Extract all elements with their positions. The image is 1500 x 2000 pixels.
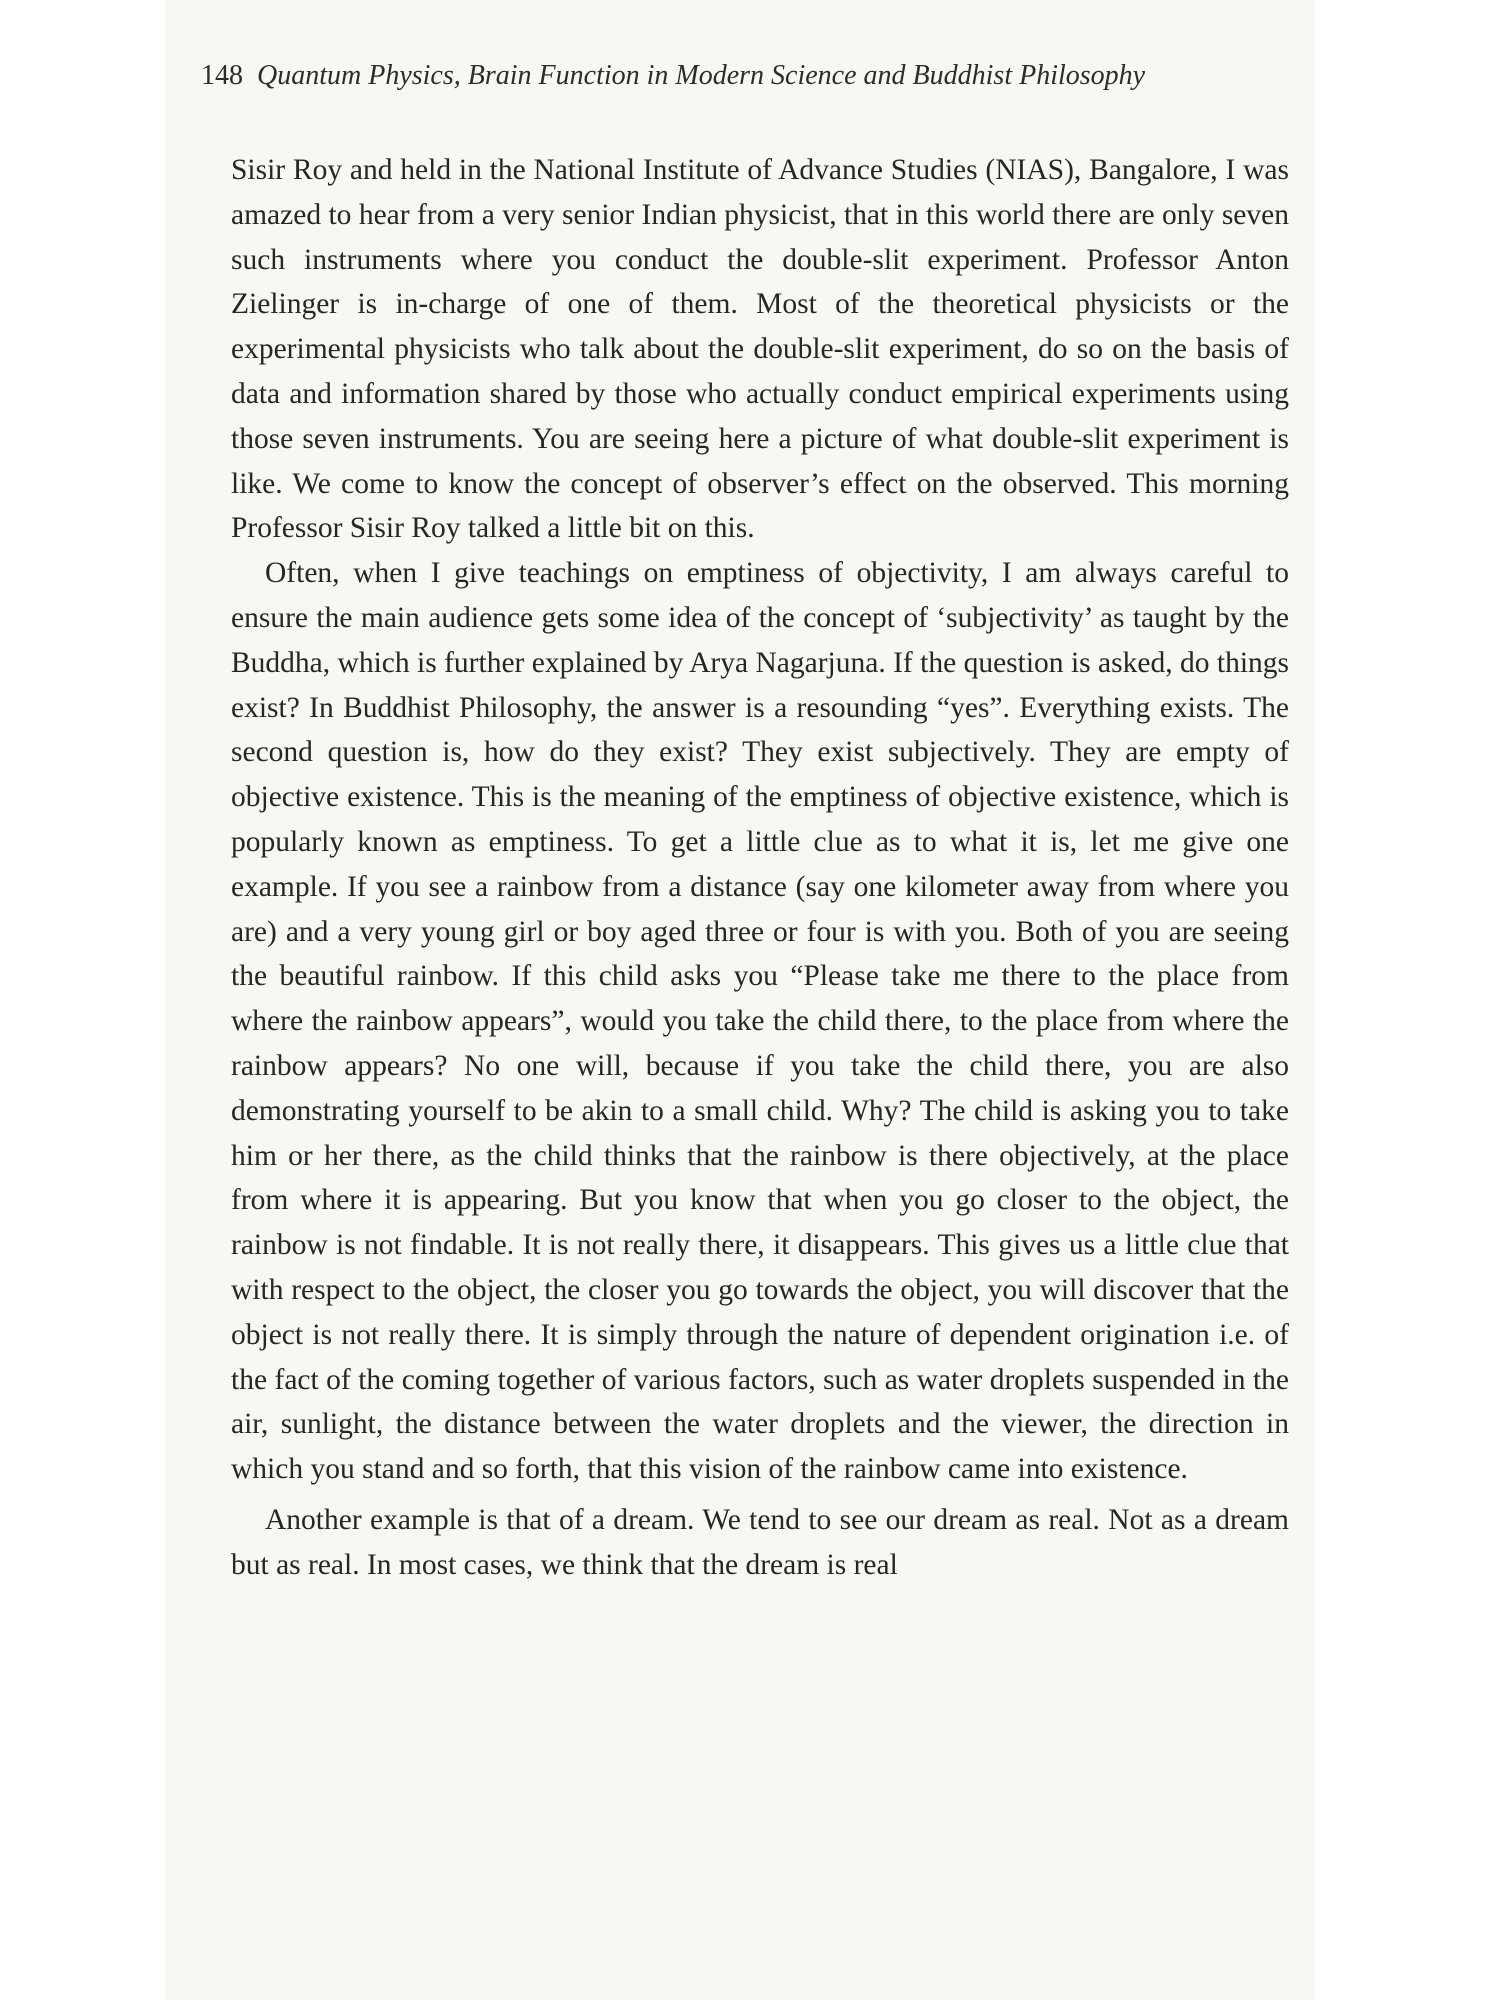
running-header (201, 56, 1281, 96)
paragraph-rainbow-example: Often, when I give teachings on emptiness of objectivity, I am always careful to ensure the main audience gets some idea of the concept of ‘subjectivity’ as taught by the Buddha, which is further explained by Arya Nagarjuna. If the question is asked, do things exist? In Buddhist Philosophy, the answer is a resounding “yes”. Everything exists. The second question is, how do they exist? They exist subjectively. They are empty of objective existence. This is the meaning of the emptiness of objective existence, which is popularly known as emptiness. To get a little clue as to what it is, let me give one example. If you see a rainbow from a distance (say one kilometer away from where you are) and a very young girl or boy aged three or four is with you. Both of you are seeing the beautiful rainbow. If this child asks you “Please take me there to the place from where the rainbow appears”, would you take the child there, to the place from where the rainbow appears? No one will, because if you take the child there, you are also demonstrating yourself to be akin to a small child. Why? The child is asking you to take him or her there, as the child thinks that the rainbow is there objectively, at the place from where it is appearing. But you know that when you go closer to the object, the rainbow is not findable. It is not really there, it disappears. This gives us a little clue that with respect to the object, the closer you go towards the object, you will discover that the object is not really there. It is simply through the nature of dependent origination i.e. of the fact of the coming together of various factors, such as water droplets suspended in the air, sunlight, the distance between the water droplets and the viewer, the direction in which you stand and so forth, that this vision of the rainbow came into existence. (231, 557, 1289, 1486)
body-text (231, 148, 1289, 1588)
page-number: 148 (201, 60, 243, 91)
running-title: Quantum Physics, Brain Function in Modern Science and Buddhist Philosophy (257, 60, 1146, 91)
paragraph-continued: Sisir Roy and held in the National Institute of Advance Studies (NIAS), Bangalore, I was amazed to hear from a very senior Indian physicist, that in this world there are only seven such instruments where you conduct the double-slit experiment. Professor Anton Zielinger is in-charge of one of them. Most of the theoretical physicists or the experimental physicists who talk about the double-slit experiment, do so on the basis of data and information shared by those who actually conduct empirical experiments using those seven instruments. You are seeing here a picture of what double-slit experiment is like. We come to know the concept of observer’s effect on the observed. This morning Professor Sisir Roy talked a little bit on this. (231, 154, 1289, 545)
paragraph-dream-example: Another example is that of a dream. We tend to see our dream as real. Not as a dream but as real. In most cases, we think that the dream is real (231, 1503, 1289, 1581)
